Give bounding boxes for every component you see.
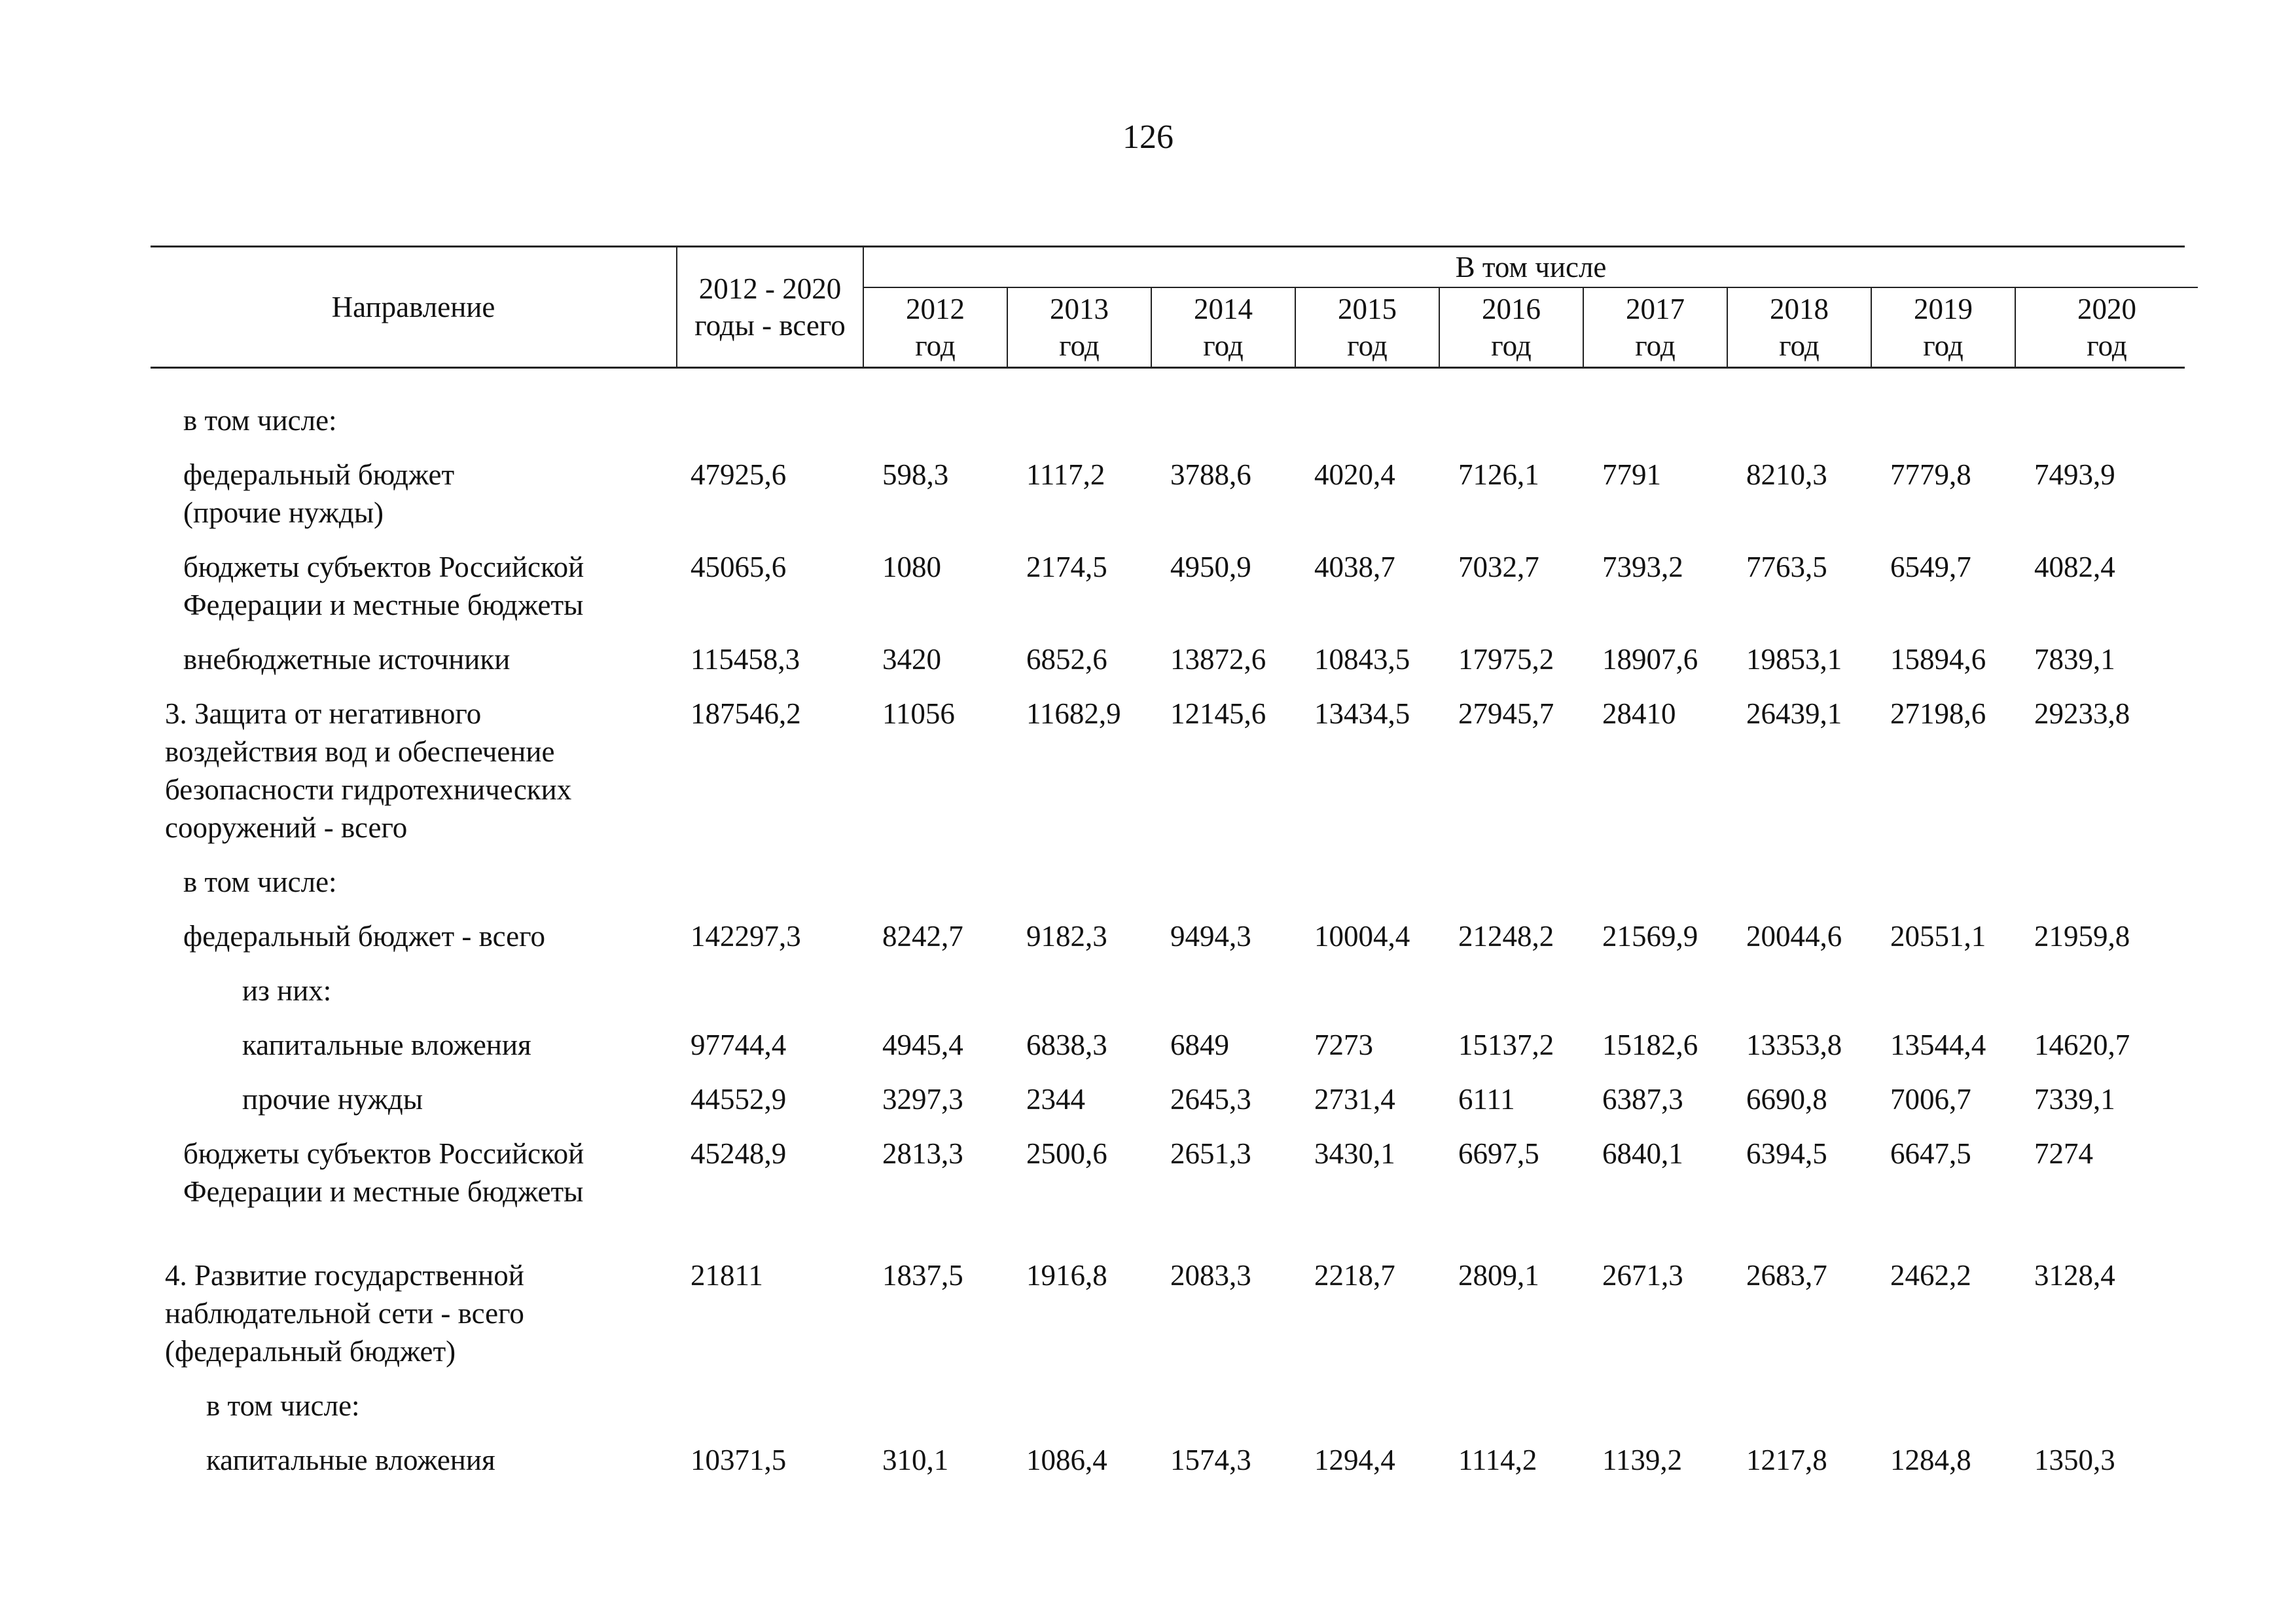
cell-2019: 6549,7 bbox=[1890, 551, 1971, 583]
cell-2019: 2462,2 bbox=[1890, 1259, 1971, 1292]
cell-2012: 598,3 bbox=[882, 458, 949, 491]
table-row bbox=[151, 1135, 2185, 1211]
cell-2020: 7839,1 bbox=[2034, 643, 2115, 676]
header-year-2018: 2018 год bbox=[1728, 288, 1872, 367]
cell-2013: 2344 bbox=[1026, 1083, 1085, 1116]
table-row bbox=[151, 456, 2185, 532]
cell-2019: 13544,4 bbox=[1890, 1029, 1986, 1061]
cell-2015: 4038,7 bbox=[1314, 551, 1395, 583]
table-row bbox=[151, 917, 2185, 955]
cell-2020: 7274 bbox=[2034, 1137, 2093, 1170]
row-label: из них: bbox=[242, 974, 332, 1007]
cell-2020: 21959,8 bbox=[2034, 920, 2130, 953]
cell-2018: 2683,7 bbox=[1746, 1259, 1827, 1292]
cell-2014: 13872,6 bbox=[1170, 643, 1266, 676]
cell-2013: 6852,6 bbox=[1026, 643, 1107, 676]
cell-2013: 2500,6 bbox=[1026, 1137, 1107, 1170]
cell-2012: 4945,4 bbox=[882, 1029, 963, 1061]
table-row bbox=[151, 640, 2185, 678]
cell-2018: 6394,5 bbox=[1746, 1137, 1827, 1170]
cell-total: 142297,3 bbox=[691, 920, 801, 953]
cell-2020: 7339,1 bbox=[2034, 1083, 2115, 1116]
cell-2017: 21569,9 bbox=[1602, 920, 1698, 953]
cell-2017: 28410 bbox=[1602, 697, 1676, 730]
cell-2014: 4950,9 bbox=[1170, 551, 1251, 583]
cell-2016: 1114,2 bbox=[1458, 1444, 1537, 1476]
page-number: 126 bbox=[1122, 119, 1174, 156]
cell-2015: 7273 bbox=[1314, 1029, 1373, 1061]
cell-2020: 1350,3 bbox=[2034, 1444, 2115, 1476]
table-row bbox=[151, 972, 2185, 1010]
cell-2020: 14620,7 bbox=[2034, 1029, 2130, 1061]
table-row bbox=[151, 1256, 2185, 1370]
cell-2012: 11056 bbox=[882, 697, 955, 730]
cell-2017: 2671,3 bbox=[1602, 1259, 1683, 1292]
header-year-2017: 2017 год bbox=[1584, 288, 1728, 367]
cell-2017: 15182,6 bbox=[1602, 1029, 1698, 1061]
table-header bbox=[151, 247, 2185, 369]
header-including: В том числе bbox=[864, 247, 2198, 288]
header-year-2013: 2013 год bbox=[1008, 288, 1152, 367]
header-year-2014: 2014 год bbox=[1152, 288, 1296, 367]
cell-2015: 1294,4 bbox=[1314, 1444, 1395, 1476]
cell-2018: 7763,5 bbox=[1746, 551, 1827, 583]
cell-2017: 6387,3 bbox=[1602, 1083, 1683, 1116]
row-label: в том числе: bbox=[183, 866, 337, 898]
cell-2015: 13434,5 bbox=[1314, 697, 1410, 730]
cell-2016: 2809,1 bbox=[1458, 1259, 1539, 1292]
cell-2020: 29233,8 bbox=[2034, 697, 2130, 730]
cell-2018: 13353,8 bbox=[1746, 1029, 1842, 1061]
header-year-2016: 2016 год bbox=[1440, 288, 1584, 367]
cell-2012: 310,1 bbox=[882, 1444, 949, 1476]
row-label: бюджеты субъектов Российской Федерации и местные бюджеты bbox=[183, 551, 584, 621]
cell-2014: 12145,6 bbox=[1170, 697, 1266, 730]
cell-total: 45065,6 bbox=[691, 551, 787, 583]
cell-2012: 1837,5 bbox=[882, 1259, 963, 1292]
cell-total: 10371,5 bbox=[691, 1444, 787, 1476]
cell-2013: 1916,8 bbox=[1026, 1259, 1107, 1292]
cell-2019: 6647,5 bbox=[1890, 1137, 1971, 1170]
cell-2016: 17975,2 bbox=[1458, 643, 1554, 676]
table-row bbox=[151, 1387, 2185, 1425]
cell-2016: 27945,7 bbox=[1458, 697, 1554, 730]
cell-2015: 3430,1 bbox=[1314, 1137, 1395, 1170]
cell-total: 45248,9 bbox=[691, 1137, 787, 1170]
cell-2012: 3420 bbox=[882, 643, 941, 676]
table-row bbox=[151, 1026, 2185, 1064]
header-year-2020: 2020 год bbox=[2077, 293, 2136, 362]
table-row bbox=[151, 548, 2185, 624]
row-label: федеральный бюджет (прочие нужды) bbox=[183, 458, 455, 529]
cell-2014: 2083,3 bbox=[1170, 1259, 1251, 1292]
cell-2013: 9182,3 bbox=[1026, 920, 1107, 953]
cell-total: 47925,6 bbox=[691, 458, 787, 491]
cell-2019: 27198,6 bbox=[1890, 697, 1986, 730]
header-direction: Направление bbox=[151, 247, 677, 367]
cell-2018: 20044,6 bbox=[1746, 920, 1842, 953]
row-label: 4. Развитие государственной наблюдательной сети - всего (федеральный бюджет) bbox=[165, 1259, 524, 1368]
cell-2016: 21248,2 bbox=[1458, 920, 1554, 953]
row-label: внебюджетные источники bbox=[183, 643, 511, 676]
table-row bbox=[151, 401, 2185, 439]
cell-2020: 3128,4 bbox=[2034, 1259, 2115, 1292]
row-label: федеральный бюджет - всего bbox=[183, 920, 545, 953]
row-label: прочие нужды bbox=[242, 1083, 423, 1116]
cell-2014: 2651,3 bbox=[1170, 1137, 1251, 1170]
header-year-2019: 2019 год bbox=[1872, 288, 2016, 367]
cell-2015: 10004,4 bbox=[1314, 920, 1410, 953]
cell-2017: 7791 bbox=[1602, 458, 1661, 491]
cell-2019: 1284,8 bbox=[1890, 1444, 1971, 1476]
cell-2014: 6849 bbox=[1170, 1029, 1229, 1061]
cell-total: 21811 bbox=[691, 1259, 763, 1292]
cell-2017: 18907,6 bbox=[1602, 643, 1698, 676]
cell-2020: 4082,4 bbox=[2034, 551, 2115, 583]
cell-2012: 2813,3 bbox=[882, 1137, 963, 1170]
budget-table bbox=[151, 246, 2185, 1495]
cell-2020: 7493,9 bbox=[2034, 458, 2115, 491]
cell-2016: 6697,5 bbox=[1458, 1137, 1539, 1170]
cell-2014: 9494,3 bbox=[1170, 920, 1251, 953]
cell-2018: 26439,1 bbox=[1746, 697, 1842, 730]
cell-2019: 20551,1 bbox=[1890, 920, 1986, 953]
table-body bbox=[151, 401, 2185, 1479]
cell-2015: 4020,4 bbox=[1314, 458, 1395, 491]
cell-total: 44552,9 bbox=[691, 1083, 787, 1116]
cell-2015: 10843,5 bbox=[1314, 643, 1410, 676]
cell-2014: 3788,6 bbox=[1170, 458, 1251, 491]
cell-2013: 1086,4 bbox=[1026, 1444, 1107, 1476]
row-label: в том числе: bbox=[183, 404, 337, 437]
table-row bbox=[151, 695, 2185, 847]
header-total: 2012 - 2020 годы - всего bbox=[677, 247, 864, 367]
cell-2015: 2731,4 bbox=[1314, 1083, 1395, 1116]
row-label: бюджеты субъектов Российской Федерации и местные бюджеты bbox=[183, 1137, 584, 1208]
cell-2017: 7393,2 bbox=[1602, 551, 1683, 583]
cell-2019: 15894,6 bbox=[1890, 643, 1986, 676]
cell-2019: 7779,8 bbox=[1890, 458, 1971, 491]
row-label: капитальные вложения bbox=[242, 1029, 531, 1061]
cell-total: 97744,4 bbox=[691, 1029, 787, 1061]
cell-2017: 6840,1 bbox=[1602, 1137, 1683, 1170]
row-label: 3. Защита от негативного воздействия вод и обеспечение безопасности гидротехнических сооружений - всего bbox=[165, 697, 572, 844]
table-row bbox=[151, 863, 2185, 901]
cell-2018: 19853,1 bbox=[1746, 643, 1842, 676]
cell-2015: 2218,7 bbox=[1314, 1259, 1395, 1292]
cell-total: 115458,3 bbox=[691, 643, 800, 676]
cell-total: 187546,2 bbox=[691, 697, 801, 730]
cell-2016: 7126,1 bbox=[1458, 458, 1539, 491]
cell-2018: 6690,8 bbox=[1746, 1083, 1827, 1116]
cell-2016: 6111 bbox=[1458, 1083, 1515, 1116]
row-label: в том числе: bbox=[206, 1389, 360, 1422]
cell-2017: 1139,2 bbox=[1602, 1444, 1683, 1476]
table-row bbox=[151, 1080, 2185, 1118]
cell-2013: 6838,3 bbox=[1026, 1029, 1107, 1061]
header-year-2012: 2012 год bbox=[864, 288, 1008, 367]
header-year-2015: 2015 год bbox=[1296, 288, 1440, 367]
cell-2019: 7006,7 bbox=[1890, 1083, 1971, 1116]
cell-2013: 11682,9 bbox=[1026, 697, 1121, 730]
cell-2016: 7032,7 bbox=[1458, 551, 1539, 583]
cell-2016: 15137,2 bbox=[1458, 1029, 1554, 1061]
row-label: капитальные вложения bbox=[206, 1444, 495, 1476]
cell-2012: 1080 bbox=[882, 551, 941, 583]
cell-2018: 1217,8 bbox=[1746, 1444, 1827, 1476]
cell-2013: 2174,5 bbox=[1026, 551, 1107, 583]
cell-2012: 8242,7 bbox=[882, 920, 963, 953]
cell-2013: 1117,2 bbox=[1026, 458, 1105, 491]
cell-2014: 1574,3 bbox=[1170, 1444, 1251, 1476]
cell-2014: 2645,3 bbox=[1170, 1083, 1251, 1116]
table-row bbox=[151, 1441, 2185, 1479]
cell-2018: 8210,3 bbox=[1746, 458, 1827, 491]
cell-2012: 3297,3 bbox=[882, 1083, 963, 1116]
